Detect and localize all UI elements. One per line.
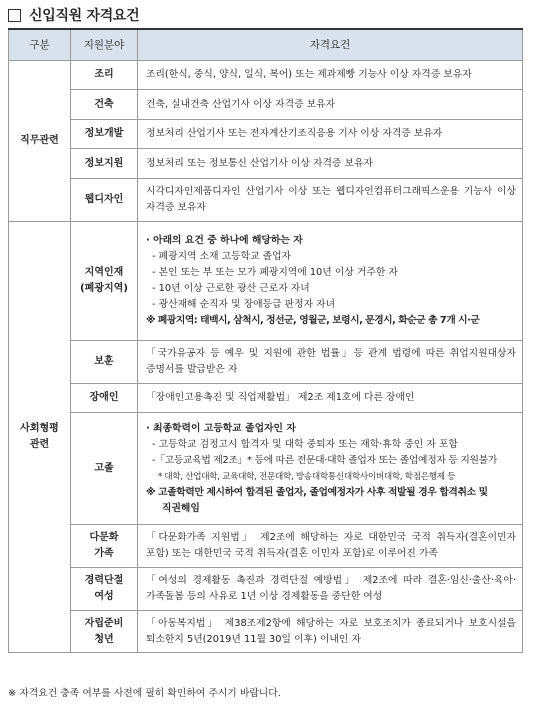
table-row xyxy=(9,222,523,341)
table-row xyxy=(9,611,523,653)
requirement-heading: · 최종학력이 고등학교 졸업자인 자 xyxy=(146,422,296,434)
category-label-line2: 관련 xyxy=(29,439,50,450)
table-row xyxy=(9,413,523,525)
table-header-row xyxy=(9,29,523,61)
requirement-text: 정보처리 또는 정보통신 산업기사 이상 자격증 보유자 xyxy=(146,157,373,169)
requirement-text: 정보처리 산업기사 또는 전자계산기조직응용 기사 이상 자격증 보유자 xyxy=(146,128,443,139)
field-it-support: 정보지원 xyxy=(71,149,138,179)
requirement-item: - 광산재해 순직자 및 장애등급 판정자 자녀 xyxy=(152,299,336,310)
field-multicultural xyxy=(71,525,138,568)
field-regional-talent xyxy=(71,222,138,341)
requirement-regional-talent xyxy=(138,222,523,341)
requirement-career-break xyxy=(138,568,523,611)
field-career-break xyxy=(71,568,138,611)
field-label-line1: 다문화 xyxy=(89,532,119,543)
requirement-architecture xyxy=(138,90,523,120)
category-job: 직무관련 xyxy=(9,61,71,222)
requirement-text: 건축, 실내건축 산업기사 이상 자격증 보유자 xyxy=(146,98,336,110)
field-architecture: 건축 xyxy=(71,90,138,120)
requirement-heading: · 아래의 요건 중 하나에 해당하는 자 xyxy=(146,235,303,246)
requirement-note-continued: 직권해임 xyxy=(162,502,200,514)
requirement-veteran xyxy=(138,341,523,384)
field-label-line2: 청년 xyxy=(94,633,114,645)
requirement-highschool xyxy=(138,413,523,525)
field-veteran: 보훈 xyxy=(71,341,138,384)
requirement-item: -「고등교육법 제2조」* 등에 따른 전문대·대학 졸업자 또는 졸업예정자 등 지원불가 xyxy=(152,454,497,466)
header-field: 지원분야 xyxy=(71,29,138,61)
field-label-line1: 자립준비 xyxy=(84,617,124,629)
section-title-text: 신입직원 자격요건 xyxy=(29,8,140,24)
requirement-text: 시각디자인제품디자인 산업기사 이상 또는 웹디자인컴퓨터그래픽스운용 기능사 이상 자격증 보유자 xyxy=(146,186,516,213)
checkbox-square-icon xyxy=(8,9,21,22)
table-row xyxy=(9,149,523,179)
table-row xyxy=(9,179,523,222)
requirement-independence xyxy=(138,611,523,653)
requirement-note: ※ 고졸학력만 제시하여 합격된 졸업자, 졸업예정자가 사후 적발될 경우 합격취소 및 xyxy=(146,486,488,498)
field-highschool: 고졸 xyxy=(71,413,138,525)
table-row xyxy=(9,568,523,611)
requirement-footnote: * 대학, 산업대학, 교육대학, 전문대학, 방송대학통신대학사이버대학, 학점은행제 등 xyxy=(158,471,456,482)
field-cooking: 조리 xyxy=(71,61,138,90)
requirement-disabled xyxy=(138,384,523,413)
requirement-it-development xyxy=(138,120,523,149)
category-label-line1: 사회형평 xyxy=(20,423,59,434)
requirement-text: 「국가유공자 등 예우 및 지원에 관한 법률」등 관계 법령에 따른 취업지원대상자 증명서를 발급받은 자 xyxy=(146,348,516,375)
requirement-it-support xyxy=(138,149,523,179)
table-row xyxy=(9,90,523,120)
category-social-equity xyxy=(9,222,71,653)
requirement-text: 「장애인고용촉진 및 직업재활법」 제2조 제1호에 다른 장애인 xyxy=(146,392,415,403)
field-independence xyxy=(71,611,138,653)
footer-note: ※ 자격요건 충족 여부를 사전에 필히 확인하여 주시기 바랍니다. xyxy=(8,688,281,699)
requirement-text: 「여성의 경제활동 촉진과 경력단절 예방법」 제2조에 따라 결혼·임신·출산·육아·가족돌봄 등의 사유로 1년 이상 경제활동을 중단한 여성 xyxy=(146,575,516,602)
field-it-development: 정보개발 xyxy=(71,120,138,149)
header-requirement: 자격요건 xyxy=(138,29,523,61)
table-row xyxy=(9,120,523,149)
requirement-cooking xyxy=(138,61,523,90)
requirement-item: - 10년 이상 근로한 광산 근로자 자녀 xyxy=(152,283,310,294)
field-web-design: 웹디자인 xyxy=(71,179,138,222)
field-label-line1: 경력단절 xyxy=(84,575,124,586)
requirement-note: ※ 폐광지역: 태백시, 삼척시, 정선군, 영월군, 보령시, 문경시, 화순군 총 7개 시·군 xyxy=(146,315,480,326)
table-row xyxy=(9,525,523,568)
section-title xyxy=(8,5,139,25)
field-label-line2: 가족 xyxy=(94,548,114,559)
requirement-item: - 본인 또는 부 또는 모가 폐광지역에 10년 이상 거주한 자 xyxy=(152,267,398,278)
table-row xyxy=(9,341,523,384)
requirement-item: - 고등학교 검정고시 합격자 및 대학 중퇴자 또는 재학·휴학 중인 자 포함 xyxy=(152,438,458,450)
requirements-table xyxy=(8,28,523,653)
field-label-line1: 지역인재 xyxy=(84,267,124,278)
requirement-web-design xyxy=(138,179,523,222)
field-disabled: 장애인 xyxy=(71,384,138,413)
requirement-item: - 폐광지역 소재 고등학교 졸업자 xyxy=(152,251,292,262)
table-row xyxy=(9,384,523,413)
header-category: 구분 xyxy=(9,29,71,61)
field-label-line2: 여성 xyxy=(94,591,114,602)
requirement-text: 조리(한식, 중식, 양식, 일식, 복어) 또는 제과제빵 기능사 이상 자격증 보유자 xyxy=(146,69,472,80)
table-row xyxy=(9,61,523,90)
requirement-text: 「다문화가족 지원법」 제2조에 해당하는 자로 대한민국 국적 취득자(결혼이민자 포함) 또는 대한민국 국적 취득자(결혼 이민자 포함)로 이루어진 가족 xyxy=(146,532,516,559)
requirement-multicultural xyxy=(138,525,523,568)
requirement-text: 「아동복지법」 제38조제2항에 해당하는 자로 보호조치가 종료되거나 보호시설을 퇴소한지 5년(2019년 11월 30일 이후) 이내인 자 xyxy=(146,617,516,645)
field-label-line2: (폐광지역) xyxy=(80,283,128,294)
